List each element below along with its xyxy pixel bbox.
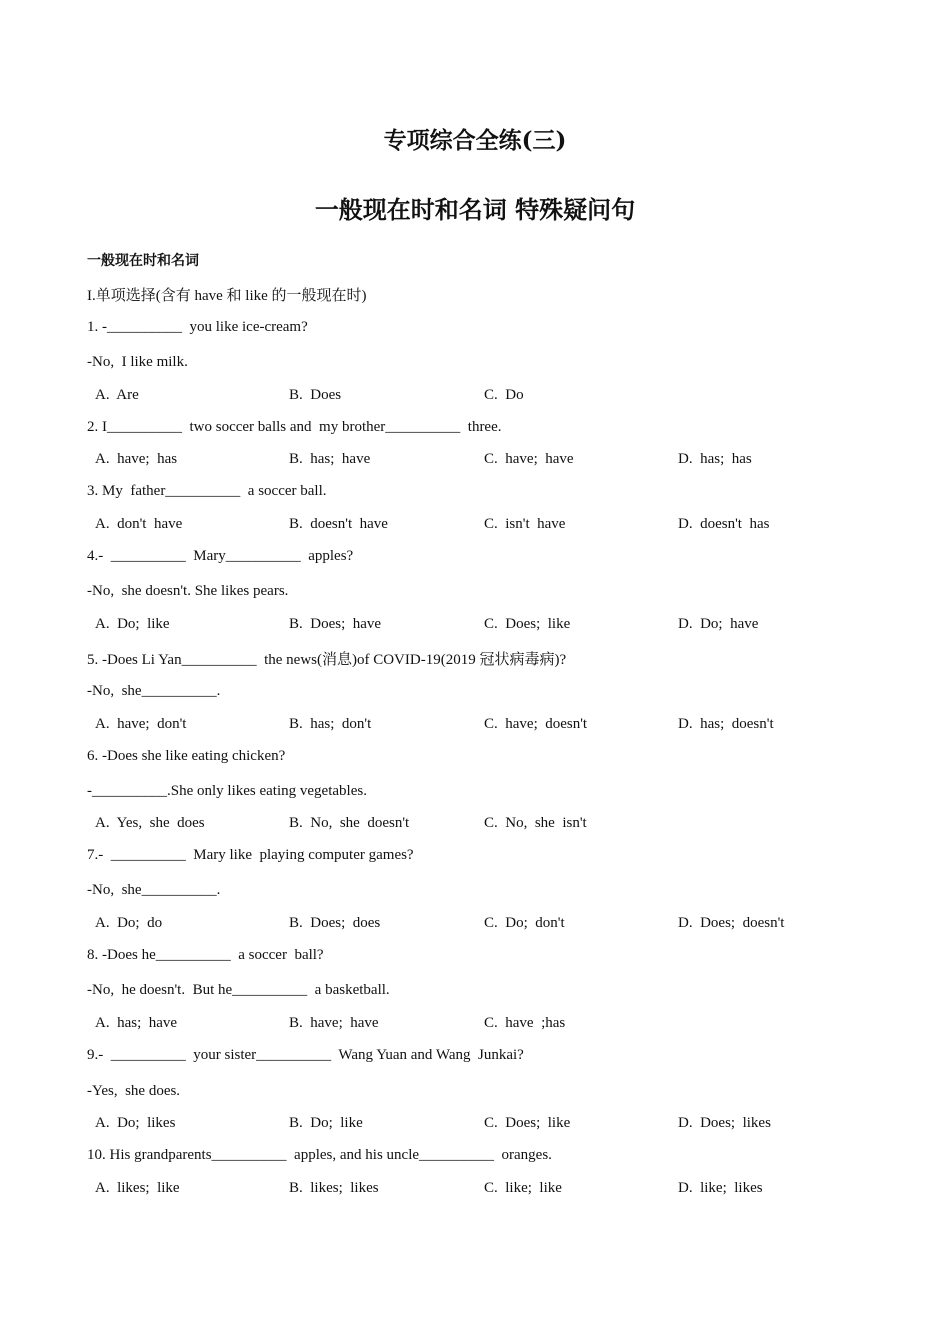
q10-option-a: A. likes; like — [95, 1180, 180, 1196]
q2-option-b: B. has; have — [289, 451, 371, 467]
q1-option-a: A. Are — [95, 387, 139, 403]
q3-option-d: D. doesn't has — [678, 516, 770, 532]
question-1: 1. -__________ you like ice-cream? — [87, 319, 308, 335]
question-2: 2. I__________ two soccer balls and my brother__________ three. — [87, 419, 502, 435]
question-4: 4.- __________ Mary__________ apples? — [87, 548, 354, 564]
q10-option-b: B. likes; likes — [289, 1180, 379, 1196]
response-8: -No, he doesn't. But he__________ a basketball. — [87, 982, 390, 998]
q2-option-a: A. have; has — [95, 451, 178, 467]
q10-option-c: C. like; like — [484, 1180, 562, 1196]
q7-option-a: A. Do; do — [95, 915, 163, 931]
q9-option-a: A. Do; likes — [95, 1115, 176, 1131]
q2-option-c: C. have; have — [484, 451, 574, 467]
q6-option-b: B. No, she doesn't — [289, 815, 410, 831]
question-9: 9.- __________ your sister__________ Wang Yuan and Wang Junkai? — [87, 1047, 524, 1063]
q6-option-c: C. No, she isn't — [484, 815, 587, 831]
question-6: 6. -Does she like eating chicken? — [87, 748, 286, 764]
q5-option-d: D. has; doesn't — [678, 716, 774, 732]
response-9: -Yes, she does. — [87, 1083, 181, 1099]
question-8: 8. -Does he__________ a soccer ball? — [87, 947, 324, 963]
q4-option-b: B. Does; have — [289, 616, 382, 632]
page-title: 专项综合全练(三) — [383, 127, 567, 154]
q3-option-b: B. doesn't have — [289, 516, 388, 532]
q7-option-d: D. Does; doesn't — [678, 915, 785, 931]
q5-option-c: C. have; doesn't — [484, 716, 588, 732]
question-5: 5. -Does Li Yan__________ the news(消息)of COVID-19(2019 冠状病毒病)? — [87, 652, 567, 668]
section-heading: 一般现在时和名词 — [87, 253, 199, 269]
question-3: 3. My father__________ a soccer ball. — [87, 483, 327, 499]
q7-option-b: B. Does; does — [289, 915, 381, 931]
q8-option-b: B. have; have — [289, 1015, 379, 1031]
q10-option-d: D. like; likes — [678, 1180, 763, 1196]
question-10: 10. His grandparents__________ apples, and his uncle__________ oranges. — [87, 1147, 552, 1163]
q4-option-a: A. Do; like — [95, 616, 170, 632]
response-4: -No, she doesn't. She likes pears. — [87, 583, 289, 599]
page-subtitle: 一般现在时和名词 特殊疑问句 — [314, 195, 636, 224]
response-5: -No, she__________. — [87, 683, 221, 699]
q5-option-a: A. have; don't — [95, 716, 187, 732]
q2-option-d: D. has; has — [678, 451, 752, 467]
q7-option-c: C. Do; don't — [484, 915, 565, 931]
question-7: 7.- __________ Mary like playing computer games? — [87, 847, 414, 863]
q1-option-b: B. Does — [289, 387, 342, 403]
q3-option-c: C. isn't have — [484, 516, 566, 532]
q8-option-a: A. has; have — [95, 1015, 178, 1031]
response-1: -No, I like milk. — [87, 354, 188, 370]
q3-option-a: A. don't have — [95, 516, 183, 532]
q5-option-b: B. has; don't — [289, 716, 372, 732]
q4-option-c: C. Does; like — [484, 616, 571, 632]
q8-option-c: C. have ;has — [484, 1015, 566, 1031]
instruction: I.单项选择(含有 have 和 like 的一般现在时) — [87, 288, 367, 304]
response-6: -__________.She only likes eating vegetables. — [87, 783, 367, 799]
response-7: -No, she__________. — [87, 882, 221, 898]
q9-option-b: B. Do; like — [289, 1115, 363, 1131]
q9-option-d: D. Does; likes — [678, 1115, 771, 1131]
q4-option-d: D. Do; have — [678, 616, 759, 632]
q6-option-a: A. Yes, she does — [95, 815, 205, 831]
q9-option-c: C. Does; like — [484, 1115, 571, 1131]
q1-option-c: C. Do — [484, 387, 524, 403]
